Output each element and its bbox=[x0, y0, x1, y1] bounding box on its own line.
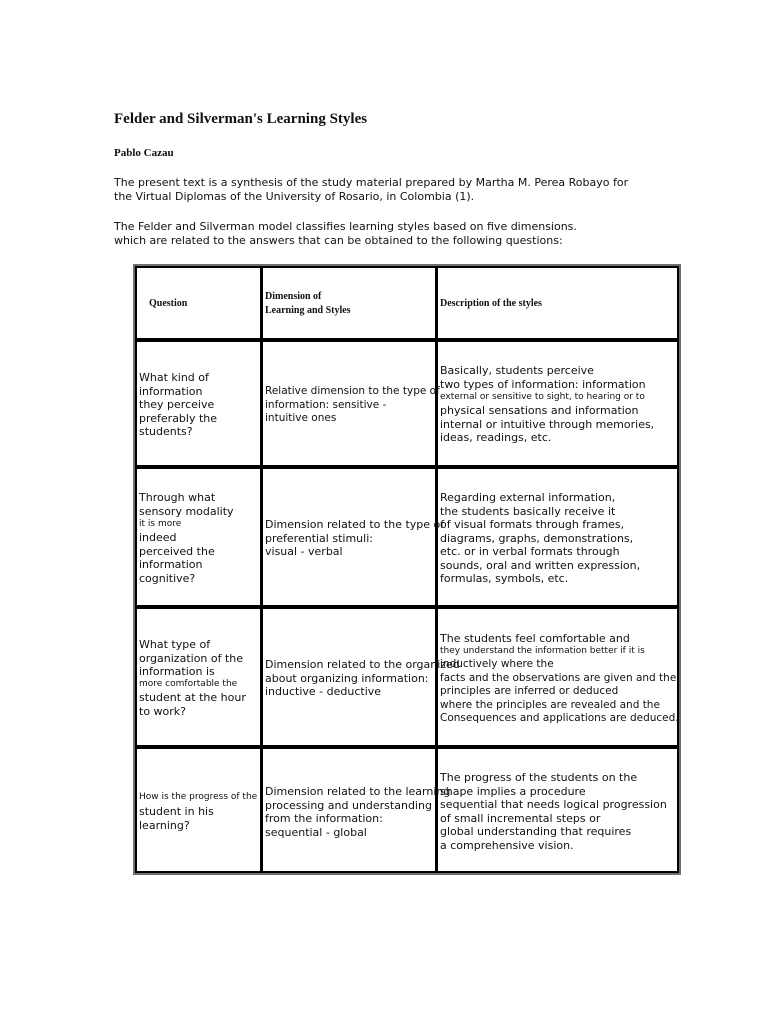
header-question-cell bbox=[135, 266, 262, 340]
row-3-dimension: Dimension related to the organized about organizing information: inductive - deductive bbox=[265, 658, 460, 698]
row-2-dimension: Dimension related to the type of preferential stimuli: visual - verbal bbox=[265, 518, 445, 558]
row-3-question-b: more comfortable the bbox=[139, 679, 238, 689]
document-title: Felder and Silverman's Learning Styles bbox=[114, 111, 368, 127]
row-2-question-c: indeed perceived the information cognitive? bbox=[139, 531, 215, 585]
row-1-question-c: students? bbox=[139, 425, 193, 438]
row-1-description-b: external or sensitive to sight, to hearing or to bbox=[440, 392, 645, 402]
row-2-question-a: Through what sensory modality bbox=[139, 491, 234, 518]
header-description-cell bbox=[436, 266, 679, 340]
row-3-description-a: The students feel comfortable and bbox=[440, 632, 630, 645]
row-3-description-c: inductively where the facts and the observations are given and the principles are inferred or deduced where the principles are revealed and the Consequences and applications are deduced. bbox=[440, 658, 679, 724]
row-1-dimension: Relative dimension to the type of information: sensitive - intuitive ones bbox=[265, 385, 440, 424]
row-1-description-c: physical sensations and information internal or intuitive through memories, ideas, readings, etc. bbox=[440, 404, 655, 444]
row-3-question-a: What type of organization of the information is bbox=[139, 638, 244, 678]
row-2-description: Regarding external information, the students basically receive it of visual formats through frames, diagrams, graphs, demonstrations, etc. or in verbal formats through sounds, oral and written expression, formulas, symbols, etc. bbox=[440, 491, 641, 585]
learning-styles-table bbox=[133, 264, 681, 875]
row-4-description: The progress of the students on the shape implies a procedure sequential that needs logical progression of small incremental steps or global understanding that requires a comprehensive vision. bbox=[440, 771, 667, 852]
author-name: Pablo Cazau bbox=[114, 147, 174, 159]
intro-paragraph: The present text is a synthesis of the study material prepared by Martha M. Perea Robayo for the Virtual Diplomas of the University of Rosario, in Colombia (1). bbox=[114, 176, 629, 203]
header-question: Question bbox=[149, 298, 188, 309]
row-4-dimension: Dimension related to the learning processing and understanding from the information: sequential - global bbox=[265, 785, 451, 839]
model-paragraph: The Felder and Silverman model classifies learning styles based on five dimensions. which are related to the answers that can be obtained to the following questions: bbox=[114, 220, 577, 247]
row-1-description-a: Basically, students perceive two types of information: information bbox=[440, 364, 646, 391]
row-1-question-a: What kind of information they perceive preferably the bbox=[139, 371, 218, 425]
header-dimension-cell bbox=[261, 266, 437, 340]
header-dimension: Dimension of Learning and Styles bbox=[265, 291, 351, 316]
row-4-question-c: student in his learning? bbox=[139, 805, 214, 832]
row-3-description-b: they understand the information better if it is bbox=[440, 646, 645, 656]
row-3-question-c: student at the hour to work? bbox=[139, 691, 246, 718]
row-4-question-b: How is the progress of the bbox=[139, 792, 258, 802]
row-2-question-b: it is more bbox=[139, 519, 182, 529]
header-description: Description of the styles bbox=[440, 298, 542, 309]
